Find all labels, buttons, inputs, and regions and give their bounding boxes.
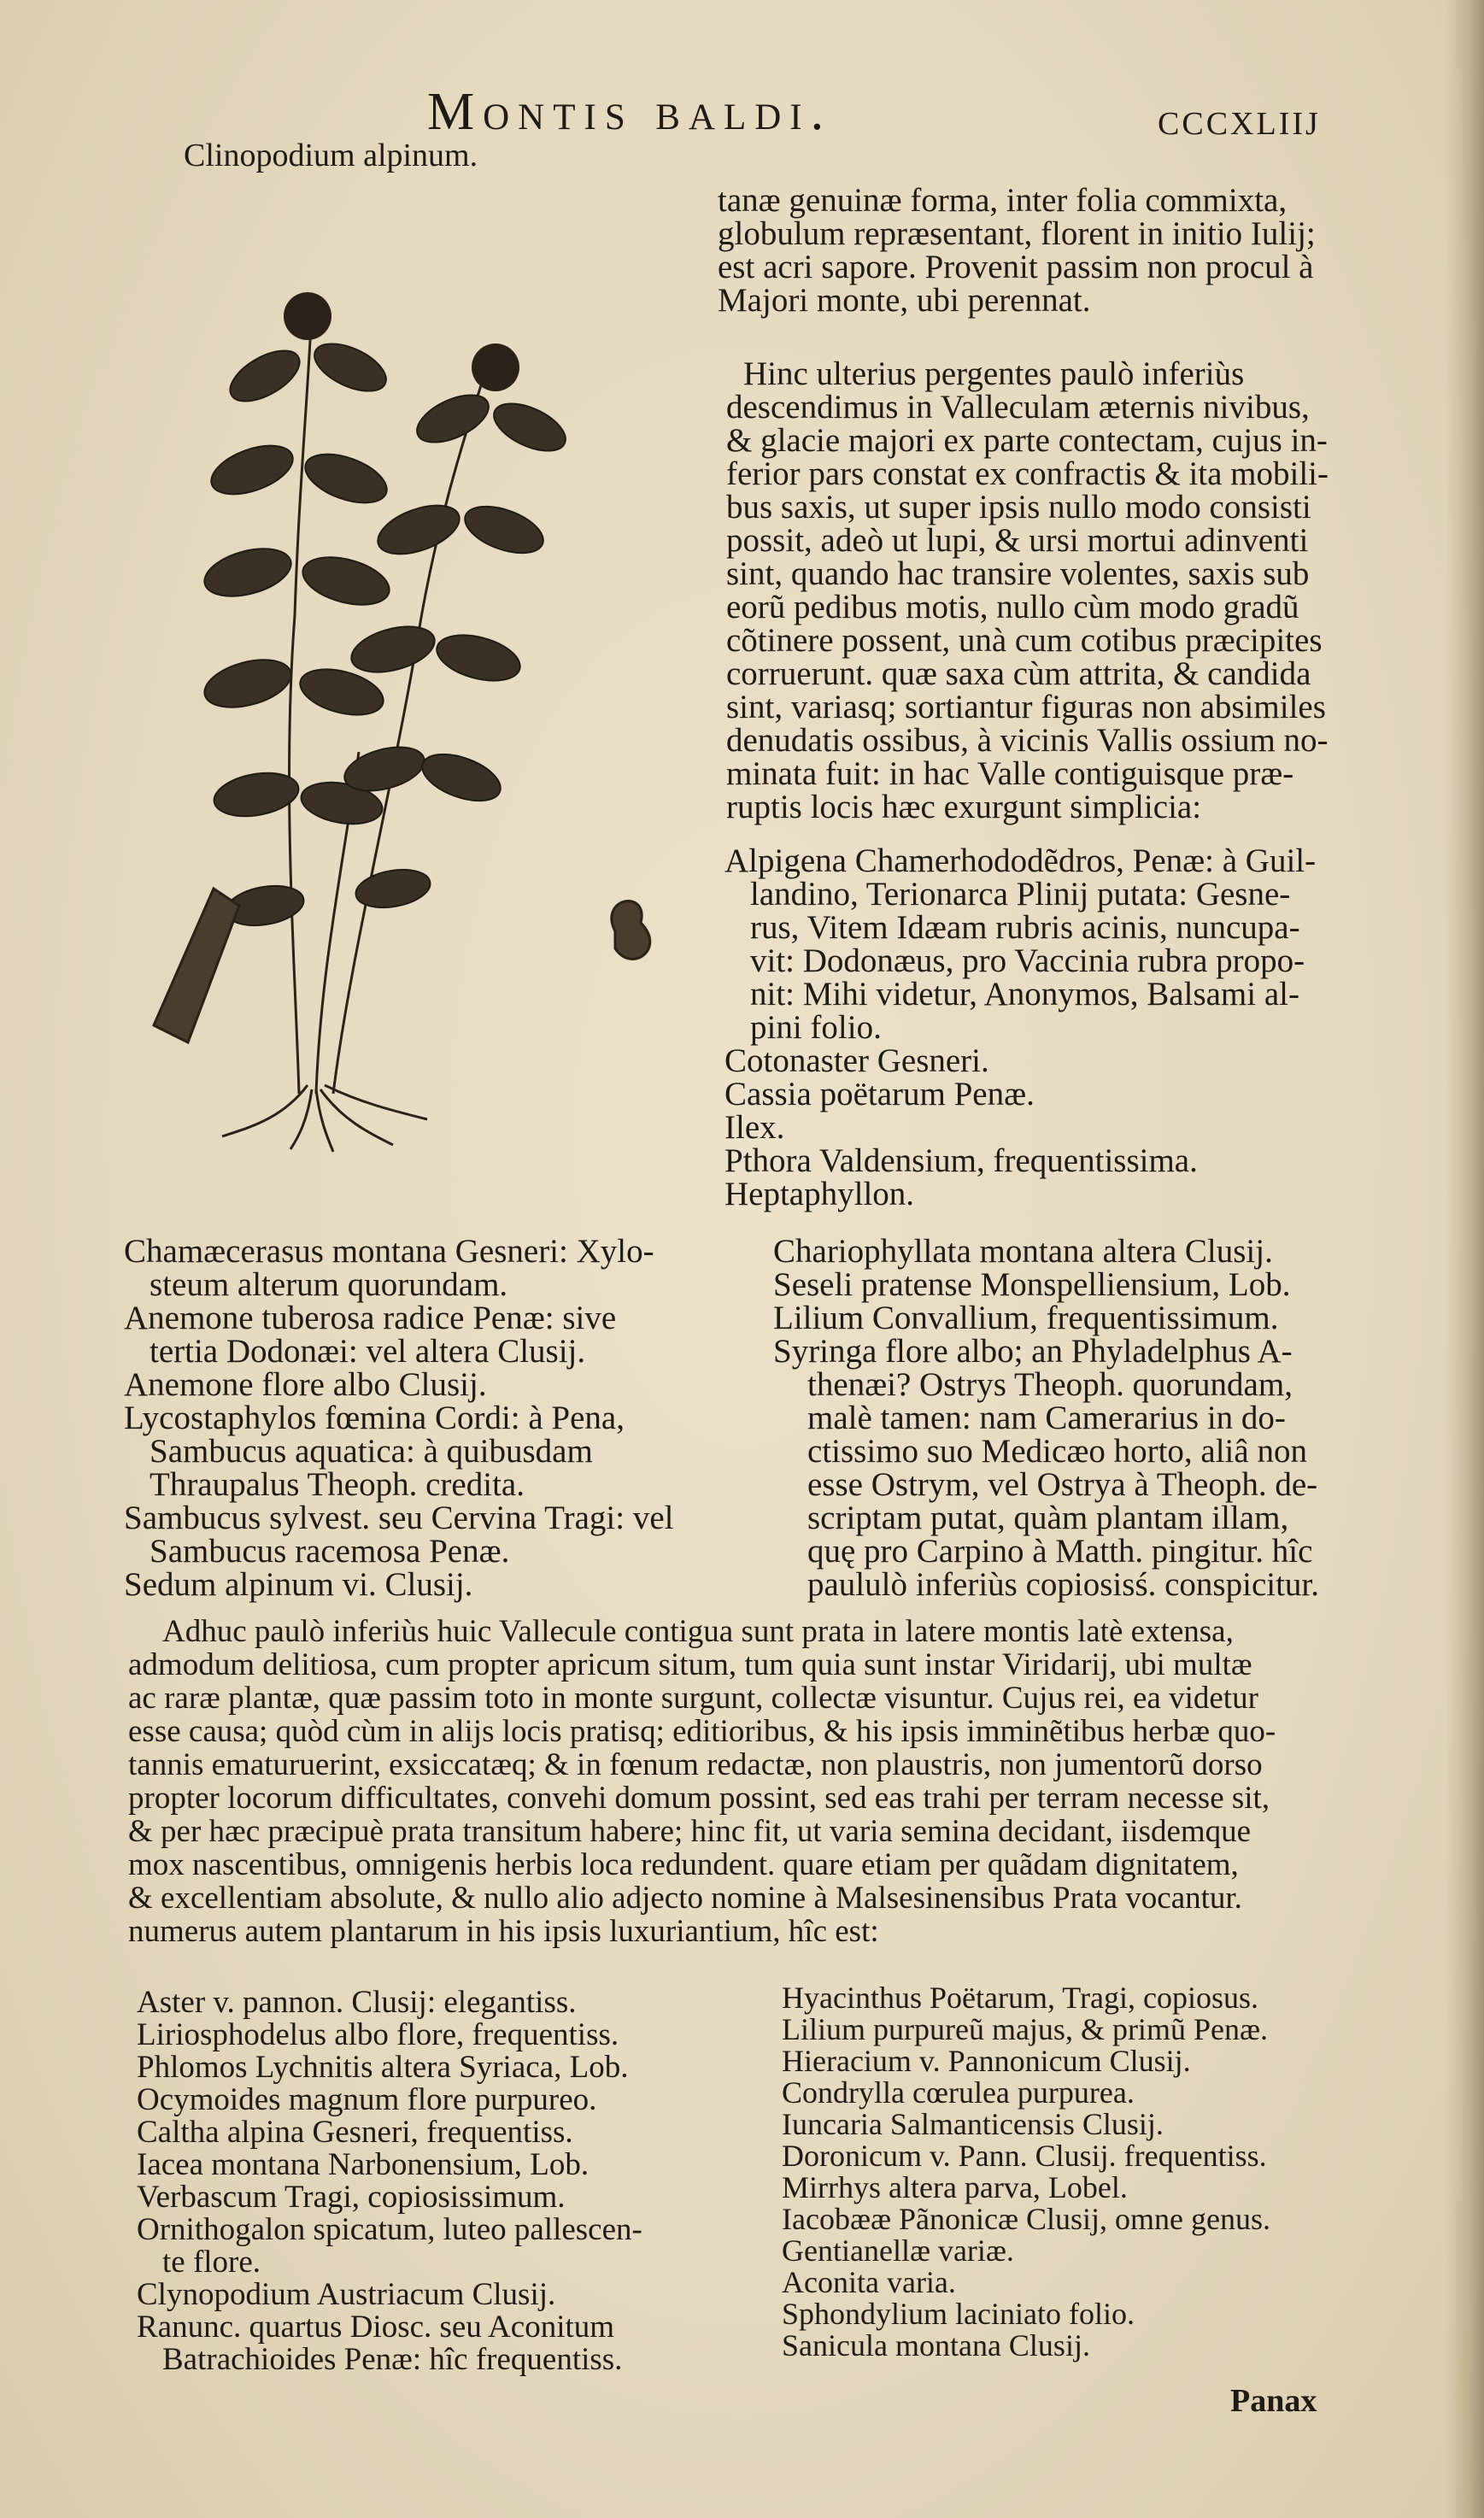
entry-cont-line: te flore. [162, 2245, 261, 2280]
list-item: Sedum alpinum vi. Clusij. [124, 1566, 473, 1603]
text-line: sint, variasq; sortiantur figuras non absimiles [726, 689, 1326, 725]
text-line: ruptis locis hæc exurgunt simplicia: [726, 789, 1202, 825]
catchword: Panax [1230, 2383, 1317, 2419]
plant-list-right-bottom [773, 1235, 1329, 1601]
list-item: Mirrhys altera parva, Lobel. [782, 2170, 1128, 2204]
page-edge-shadow [1445, 0, 1484, 2518]
illustration-caption: Clinopodium alpinum. [184, 138, 478, 173]
entry-first-line: Sambucus sylvest. seu Cervina Tragi: vel [124, 1500, 674, 1536]
list-item [124, 1501, 688, 1568]
list-item: Iacea montana Narbonensium, Lob. [137, 2147, 589, 2182]
entry-cont-line: steum alterum quorundam. [150, 1266, 508, 1303]
list-item: Hieracium v. Pannonicum Clusij. [782, 2044, 1191, 2078]
folio-number: cccxliij [1158, 93, 1321, 144]
text-line: bus saxis, ut super ipsis nullo modo consisti [726, 489, 1311, 525]
text-line: propter locorum difficultates, convehi domum possint, sed eas trahi per terram necesse sit, [128, 1781, 1270, 1816]
text-line: sint, quando hac transire volentes, saxis sub [726, 555, 1310, 592]
list-item [724, 844, 1323, 1044]
list-item: Cotonaster Gesneri. [724, 1042, 989, 1079]
list-item: Pthora Valdensium, frequentissima. [724, 1142, 1198, 1179]
list-item: Sphondylium laciniato folio. [782, 2297, 1135, 2331]
list-item: Liriosphodelus albo flore, frequentiss. [137, 2017, 619, 2052]
plant-woodcut-illustration [137, 273, 666, 1153]
entry-first-line: Anemone tuberosa radice Penæ: sive [124, 1300, 617, 1336]
adhuc-paragraph [128, 1615, 1324, 1948]
entry-cont-line: nit: Mihi videtur, Anonymos, Balsami al- [750, 976, 1299, 1012]
text-line: & per hæc præcipuè prata transitum habere; hinc fit, ut varia semina decidant, iisdemque [128, 1814, 1252, 1849]
text-line: globulum repræsentant, florent in initio Iulij; [718, 215, 1316, 252]
list-item: Doronicum v. Pann. Clusij. frequentiss. [782, 2139, 1267, 2173]
text-line: ferior pars constat ex confractis & ita mobili- [726, 455, 1329, 492]
list-item [124, 1235, 688, 1301]
list-item: Verbascum Tragi, copiosissimum. [137, 2180, 566, 2215]
entry-cont-line: rus, Vitem Idæam rubris acinis, nuncupa- [750, 909, 1300, 946]
text-line: numerus autem plantarum in his ipsis luxuriantium, hîc est: [128, 1914, 879, 1949]
list-item: Clynopodium Austriacum Clusij. [137, 2277, 556, 2312]
list-item: Lilium Convallium, frequentissimum. [773, 1300, 1279, 1336]
text-line: ac raræ plantæ, quæ passim toto in monte surgunt, collectæ visuntur. Cujus rei, ea videtur [128, 1681, 1258, 1716]
entry-cont-line: pini folio. [750, 1009, 882, 1046]
list-item: Aconita varia. [782, 2265, 956, 2299]
list-item [137, 2311, 692, 2376]
meadow-plant-list-right [782, 1982, 1329, 2362]
text-line: mox nascentibus, omnigenis herbis loca redundent. quare etiam per quãdam dignitatem, [128, 1847, 1239, 1882]
list-item: Lilium purpureũ majus, & primũ Penæ. [782, 2012, 1268, 2046]
entry-cont-line: paululò inferiùs copiosisś. conspicitur. [807, 1566, 1320, 1603]
entry-cont-line: quę pro Carpino à Matth. pingitur. hîc [807, 1533, 1313, 1570]
entry-first-line: Ranunc. quartus Diosc. seu Aconitum [137, 2310, 615, 2345]
text-line: esse causa; quòd cùm in alijs locis pratisq; editioribus, & his ipsis imminẽtibus herbæ quo- [128, 1714, 1276, 1749]
list-item: Gentianellæ variæ. [782, 2233, 1014, 2268]
text-line: minata fuit: in hac Valle contiguisque præ- [726, 755, 1294, 792]
entry-cont-line: malè tamen: nam Camerarius in do- [807, 1400, 1286, 1436]
list-item: Ilex. [724, 1109, 785, 1146]
list-item [773, 1335, 1329, 1601]
list-item: Anemone flore albo Clusij. [124, 1366, 487, 1403]
entry-first-line: Alpigena Chamerhododẽdros, Penæ: à Guil- [724, 842, 1317, 879]
entry-cont-line: ctissimo suo Medicæo horto, aliâ non [807, 1433, 1307, 1470]
text-line: possit, adeò ut lupi, & ursi mortui adinventi [726, 522, 1309, 559]
list-item: Iacobææ Pãnonicæ Clusij, omne genus. [782, 2202, 1270, 2236]
list-item: Heptaphyllon. [724, 1176, 915, 1212]
entry-cont-line: Batrachioides Penæ: hîc frequentiss. [162, 2342, 623, 2377]
entry-cont-line: tertia Dodonæi: vel altera Clusij. [150, 1333, 586, 1370]
text-line: est acri sapore. Provenit passim non procul à [718, 249, 1314, 285]
plant-list-right-top [724, 844, 1323, 1211]
text-line: Hinc ulterius pergentes paulò inferiùs [743, 355, 1245, 392]
entry-cont-line: Sambucus racemosa Penæ. [150, 1533, 510, 1570]
list-item [137, 2214, 692, 2279]
entry-first-line: Lycostaphylos fœmina Cordi: à Pena, [124, 1400, 625, 1436]
text-line: & glacie majori ex parte contectam, cujus in- [726, 422, 1328, 459]
list-item: Cassia poëtarum Penæ. [724, 1076, 1035, 1112]
continuation-paragraph [718, 184, 1316, 317]
entry-cont-line: landino, Terionarca Plinij putata: Gesne- [750, 876, 1291, 913]
hinc-paragraph [726, 355, 1329, 825]
list-item: Hyacinthus Poëtarum, Tragi, copiosus. [782, 1981, 1258, 2015]
list-item: Seseli pratense Monspelliensium, Lob. [773, 1266, 1291, 1303]
running-title: Montis baldi. [427, 83, 833, 141]
entry-first-line: Ornithogalon spicatum, luteo pallescen- [137, 2212, 642, 2247]
list-item: Sanicula montana Clusij. [782, 2328, 1090, 2362]
list-item: Condrylla cœrulea purpurea. [782, 2075, 1135, 2110]
text-line: cõtinere possent, unà cum cotibus præcipites [726, 622, 1323, 659]
text-line: corruerunt. quæ saxa cùm attrita, & candida [726, 655, 1311, 692]
entry-cont-line: Thraupalus Theoph. credita. [150, 1466, 525, 1503]
text-line: admodum delitiosa, cum propter apricum situm, tum quia sunt instar Viridarij, ubi multæ [128, 1647, 1252, 1682]
text-line: tanæ genuinæ forma, inter folia commixta, [718, 182, 1288, 219]
text-line: denudatis ossibus, à vicinis Vallis ossium no- [726, 722, 1329, 759]
entry-first-line: Syringa flore albo; an Phyladelphus A- [773, 1333, 1293, 1370]
list-item: Iuncaria Salmanticensis Clusij. [782, 2107, 1164, 2141]
list-item: Phlomos Lychnitis altera Syriaca, Lob. [137, 2050, 629, 2085]
list-item: Ocymoides magnum flore purpureo. [137, 2082, 597, 2117]
list-item [124, 1301, 688, 1368]
plant-list-left [124, 1235, 688, 1601]
list-item [124, 1401, 688, 1501]
list-item: Caltha alpina Gesneri, frequentiss. [137, 2115, 573, 2150]
entry-cont-line: vit: Dodonæus, pro Vaccinia rubra propo- [750, 942, 1305, 979]
text-line: tannis ematuruerint, exsiccatæq; & in fœnum redactæ, non plaustris, non jumentorũ dorso [128, 1747, 1263, 1782]
entry-cont-line: Sambucus aquatica: à quibusdam [150, 1433, 593, 1470]
text-line: descendimus in Valleculam æternis nivibus, [726, 389, 1310, 426]
entry-cont-line: thenæi? Ostrys Theoph. quorundam, [807, 1366, 1293, 1403]
meadow-plant-list-left [137, 1987, 692, 2376]
list-item: Chariophyllata montana altera Clusij. [773, 1233, 1273, 1270]
entry-cont-line: scriptam putat, quàm plantam illam, [807, 1500, 1289, 1536]
text-line: Adhuc paulò inferiùs huic Vallecule contigua sunt prata in latere montis latè extensa, [162, 1614, 1234, 1649]
text-line: & excellentiam absolute, & nullo alio adjecto nomine à Malsesinensibus Prata vocantur. [128, 1881, 1242, 1916]
entry-first-line: Chamæcerasus montana Gesneri: Xylo- [124, 1233, 654, 1270]
entry-cont-line: esse Ostrym, vel Ostrya à Theoph. de- [807, 1466, 1318, 1503]
text-line: eorũ pedibus motis, nullo cùm modo gradũ [726, 589, 1299, 625]
text-line: Majori monte, ubi perennat. [718, 282, 1091, 319]
list-item: Aster v. pannon. Clusij: elegantiss. [137, 1985, 577, 2020]
